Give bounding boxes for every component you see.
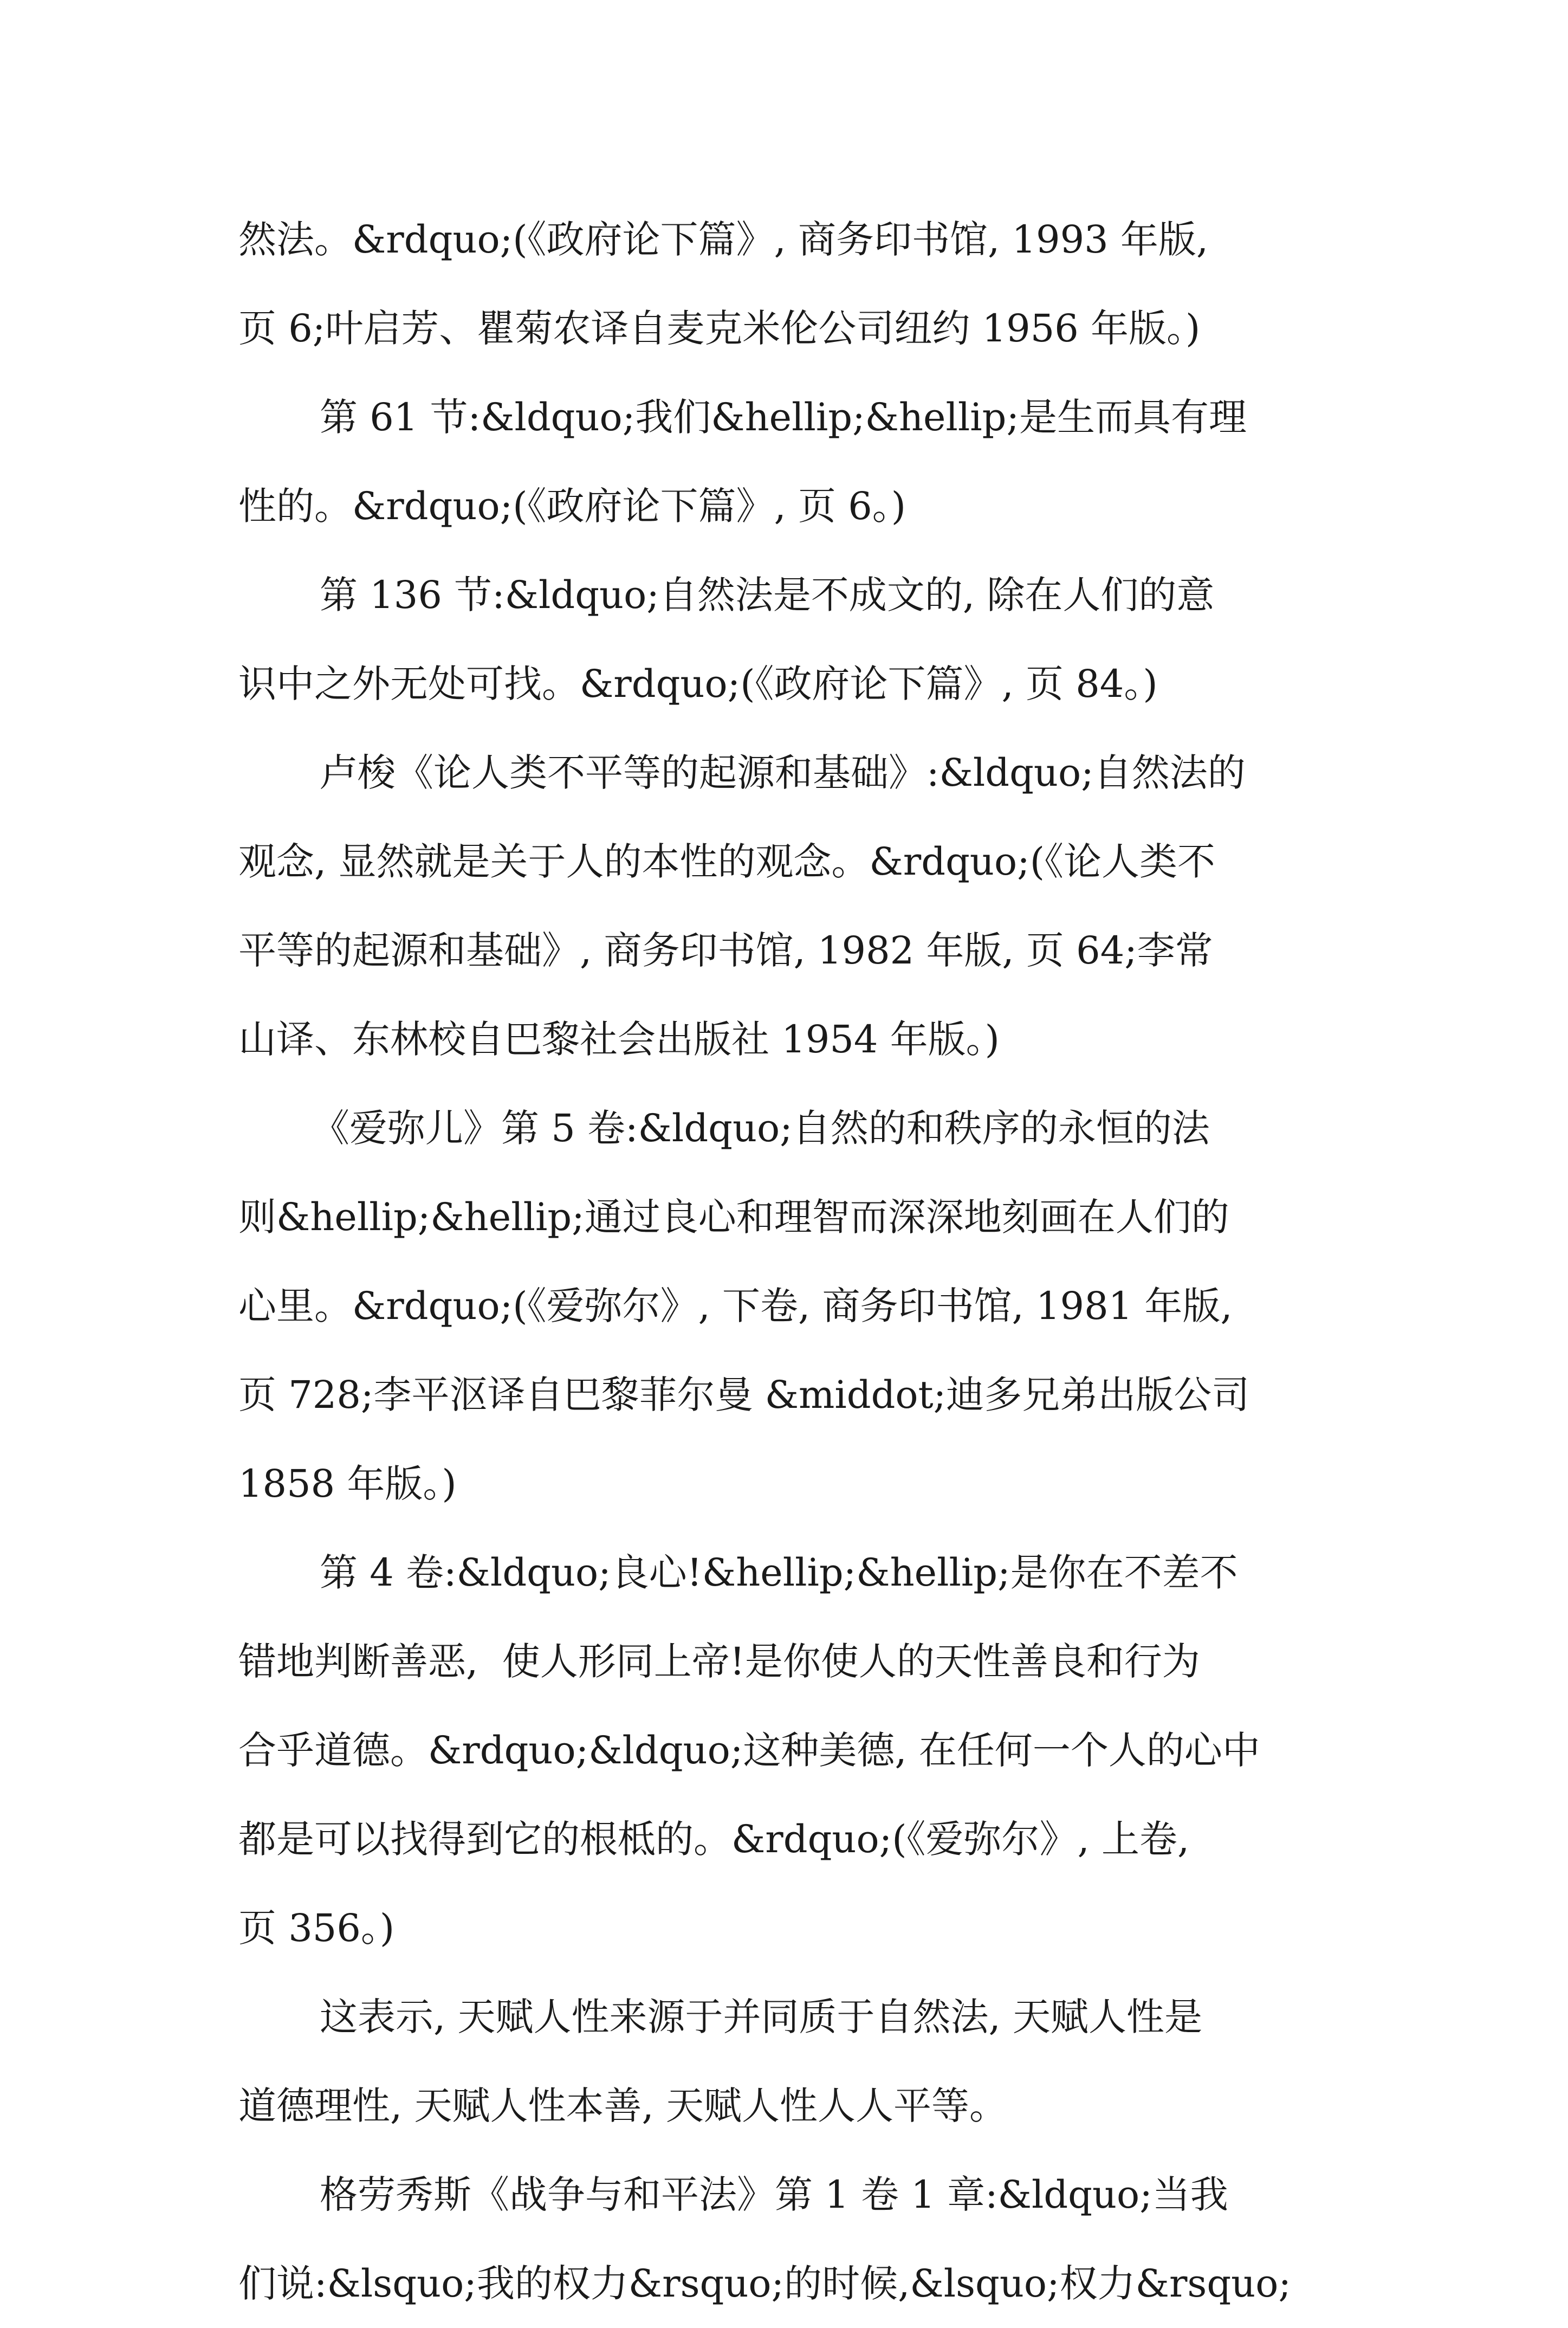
text-line: 识中之外无处可找。&rdquo;(《政府论下篇》, 页 84。) [238, 662, 1158, 706]
text-line: 都是可以找得到它的根柢的。&rdquo;(《爱弥尔》, 上卷, [238, 1817, 1190, 1861]
text-line: 卢梭《论人类不平等的起源和基础》:&ldquo;自然法的 [320, 751, 1246, 795]
text-line: 格劳秀斯《战争与和平法》第 1 卷 1 章:&ldquo;当我 [320, 2172, 1228, 2217]
text-line: 页 728;李平沤译自巴黎菲尔曼 &middot;迪多兄弟出版公司 [238, 1373, 1250, 1417]
text-line: 观念, 显然就是关于人的本性的观念。&rdquo;(《论人类不 [238, 839, 1216, 884]
text-line: 第 61 节:&ldquo;我们&hellip;&hellip;是生而具有理 [320, 395, 1247, 439]
text-line: 1858 年版。) [238, 1462, 457, 1506]
text-line: 页 356。) [238, 1906, 395, 1950]
text-line: 第 4 卷:&ldquo;良心!&hellip;&hellip;是你在不差不 [320, 1550, 1238, 1595]
text-line: 性的。&rdquo;(《政府论下篇》, 页 6。) [238, 484, 906, 528]
text-line: 则&hellip;&hellip;通过良心和理智而深深地刻画在人们的 [238, 1195, 1229, 1239]
text-line: 页 6;叶启芳、瞿菊农译自麦克米伦公司纽约 1956 年版。) [238, 306, 1201, 351]
text-line: 《爱弥儿》第 5 卷:&ldquo;自然的和秩序的永恒的法 [312, 1106, 1210, 1150]
text-line: 平等的起源和基础》, 商务印书馆, 1982 年版, 页 64;李常 [238, 928, 1213, 973]
text-line: 然法。&rdquo;(《政府论下篇》, 商务印书馆, 1993 年版, [238, 217, 1209, 262]
text-line: 道德理性, 天赋人性本善, 天赋人性人人平等。 [238, 2084, 1008, 2128]
text-line: 第 136 节:&ldquo;自然法是不成文的, 除在人们的意 [320, 573, 1215, 617]
text-line: 这表示, 天赋人性来源于并同质于自然法, 天赋人性是 [320, 1995, 1203, 2039]
text-line: 合乎道德。&rdquo;&ldquo;这种美德, 在任何一个人的心中 [238, 1728, 1260, 1773]
text-line: 心里。&rdquo;(《爱弥尔》, 下卷, 商务印书馆, 1981 年版, [238, 1284, 1233, 1328]
text-line: 山译、东林校自巴黎社会出版社 1954 年版。) [238, 1017, 1000, 1062]
body-text [238, 195, 1355, 2328]
text-line: 们说:&lsquo;我的权力&rsquo;的时候,&lsquo;权力&rsquo; [238, 2261, 1291, 2306]
text-line: 错地判断善恶, 使人形同上帝!是你使人的天性善良和行为 [238, 1639, 1200, 1684]
